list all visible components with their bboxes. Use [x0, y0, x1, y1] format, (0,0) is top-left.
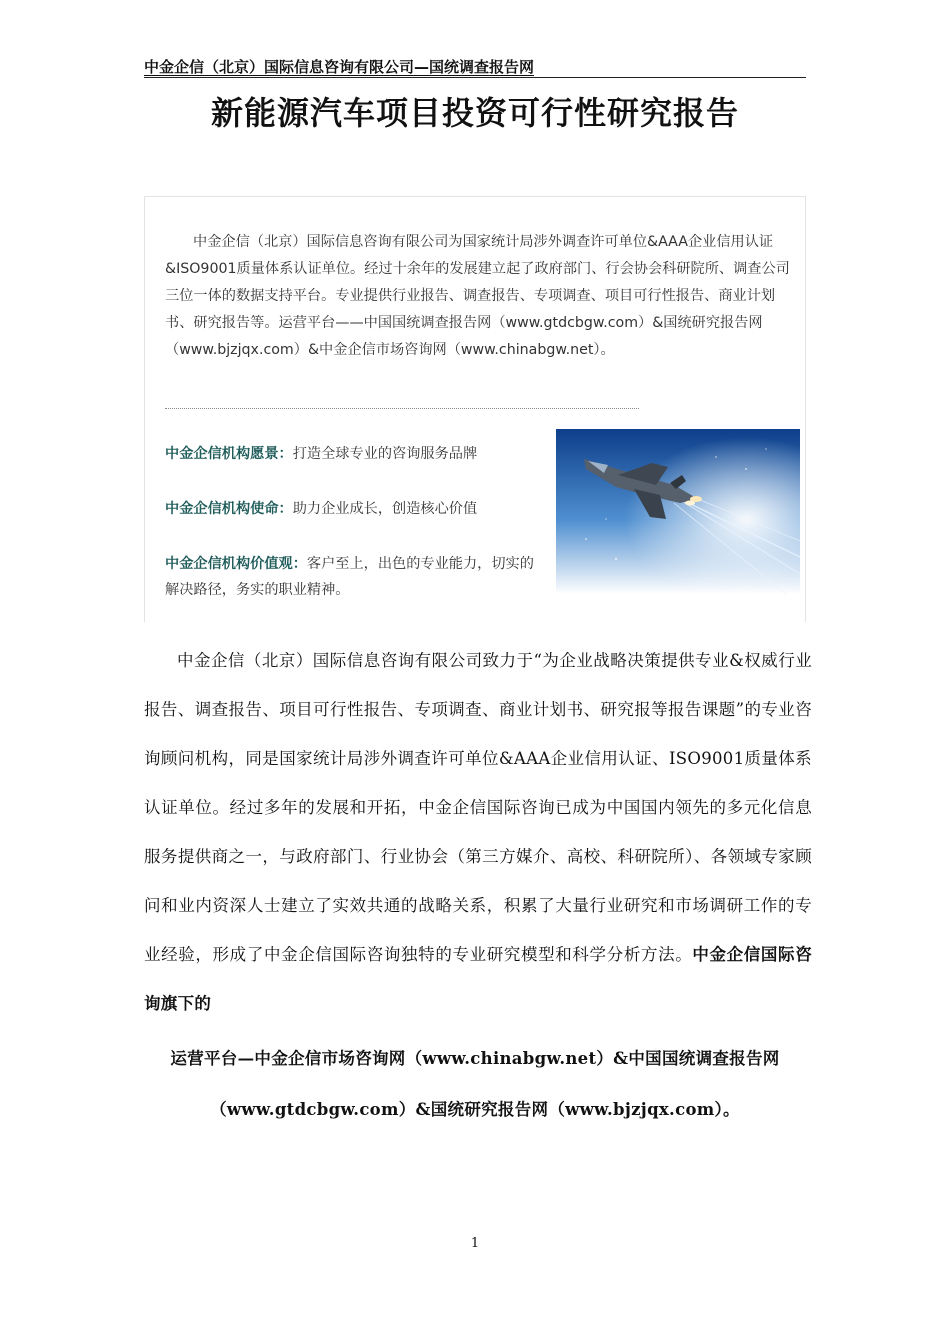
values-label: 中金企信机构价值观：	[165, 556, 307, 572]
company-intro-panel	[144, 196, 806, 622]
vision-row	[165, 441, 545, 467]
document-title: 新能源汽车项目投资可行性研究报告	[210, 94, 739, 132]
page-number: 1	[470, 1236, 480, 1251]
body-paragraph	[144, 636, 812, 1028]
vision-label: 中金企信机构愿景：	[165, 446, 293, 462]
jet-fighter-image	[556, 429, 800, 594]
values-text: 客户至上，出色的专业能力，切实的解决路径，务实的职业精神。	[165, 556, 534, 598]
panel-intro-body: 中金企信（北京）国际信息咨询有限公司为国家统计局涉外调查许可单位&AAA企业信用认证&ISO9001质量体系认证单位。经过十余年的发展建立起了政府部门、行会协会科研院所、调查公司三位一体的数据支持平台。专业提供行业报告、调查报告、专项调查、项目可行性报告、商业计划书、研究报告等。运营平台——中国国统调查报告网（www.gtdcbgw.com）&国统研究报告网（www.bjzjqx.com）&中金企信市场咨询网（www.chinabgw.net）。	[165, 234, 790, 358]
mission-row	[165, 496, 545, 522]
body-bold-lead: 中金企信国际咨询旗下的	[144, 945, 812, 1013]
platform-line-1: 运营平台—中金企信市场咨询网（www.chinabgw.net）&中国国统调查报告网	[170, 1049, 780, 1068]
values-row	[165, 551, 545, 603]
header-rule	[144, 77, 806, 78]
panel-intro-text	[165, 229, 801, 364]
platform-line-2: （www.gtdcbgw.com）&国统研究报告网（www.bjzjqx.com）。	[210, 1100, 740, 1119]
document-header: 中金企信（北京）国际信息咨询有限公司—国统调查报告网	[144, 58, 535, 76]
vision-text: 打造全球专业的咨询服务品牌	[292, 446, 478, 462]
mission-text: 助力企业成长，创造核心价值	[292, 501, 478, 517]
dotted-divider	[165, 408, 639, 409]
mission-label: 中金企信机构使命：	[165, 501, 293, 517]
body-paragraph-text: 中金企信（北京）国际信息咨询有限公司致力于“为企业战略决策提供专业&权威行业报告、调查报告、项目可行性报告、专项调查、商业计划书、研究报等报告课题”的专业咨询顾问机构，同是国家统计局涉外调查许可单位&AAA企业信用认证、ISO9001质量体系认证单位。经过多年的发展和开拓，中金企信国际咨询已成为中国国内领先的多元化信息服务提供商之一，与政府部门、行业协会（第三方媒介、高校、科研院所）、各领域专家顾问和业内资深人士建立了实效共通的战略关系，积累了大量行业研究和市场调研工作的专业经验，形成了中金企信国际咨询独特的专业研究模型和科学分析方法。	[144, 651, 812, 964]
